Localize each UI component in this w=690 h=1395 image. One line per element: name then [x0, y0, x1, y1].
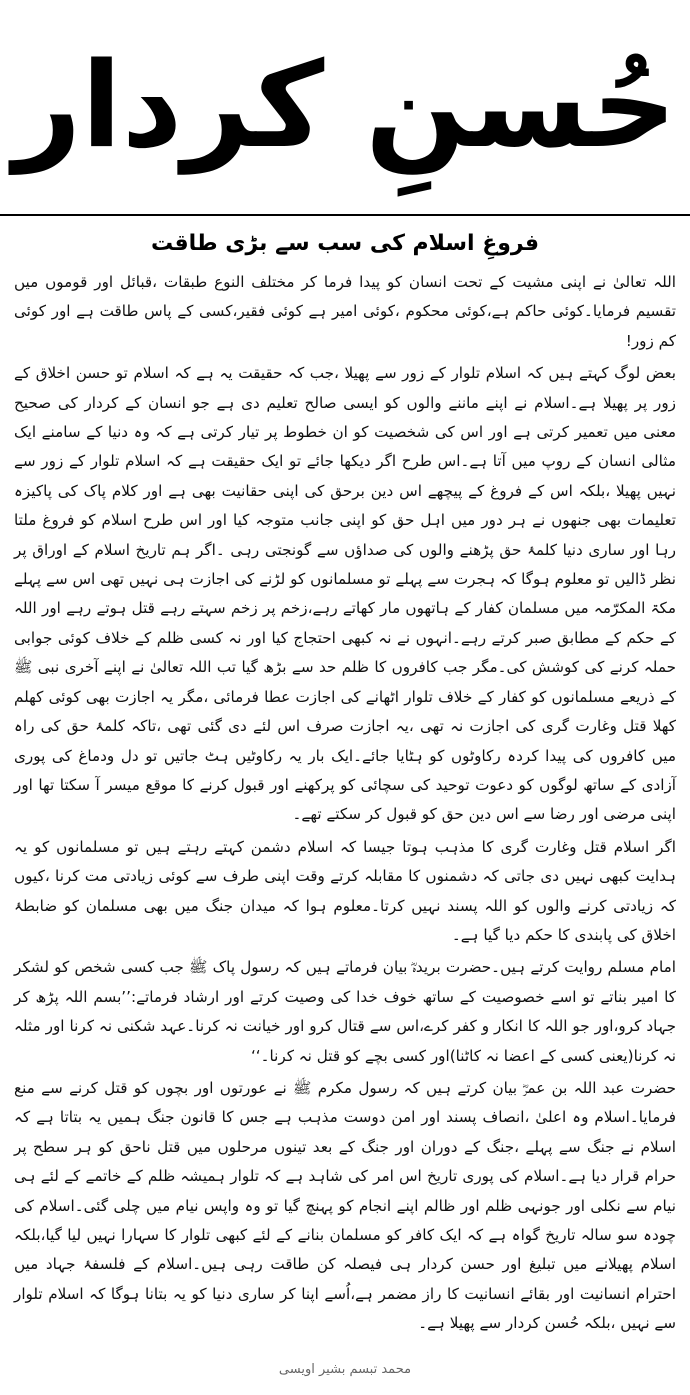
- article-title: حُسنِ کردار: [13, 36, 677, 174]
- paragraph-3: اگر اسلام قتل وغارت گری کا مذہب ہوتا جیسا کہ اسلام دشمن کہتے رہتے ہیں تو مسلمانوں کو یہ ہدایت کبھی نہیں دی جاتی کہ دشمنوں کا مقابلہ کرتے وقت اپنی طرف سے کوئی زیادتی مت کرنا ،کیوں کہ زیادتی کرنے والوں کو اللہ پسند نہیں کرتا۔معلوم ہوا کہ میدان جنگ میں بھی مسلمان کو ضابطۂ اخلاق کی پابندی کا حکم دیا گیا ہے۔: [14, 837, 676, 944]
- article-subtitle: فروغِ اسلام کی سب سے بڑی طاقت: [150, 231, 540, 256]
- title-divider: [0, 214, 690, 216]
- masthead: [0, 0, 690, 214]
- paragraph-5: حضرت عبد اللہ بن عمرؓ بیان کرتے ہیں کہ رسول مکرم ﷺ نے عورتوں اور بچوں کو قتل کرنے سے منع فرمایا۔اسلام وہ اعلیٰ ،انصاف پسند اور امن دوست مذہب ہے جس کا قانون جنگ ہمیں یہ بتاتا ہے کہ اسلام نے جنگ سے پہلے ،جنگ کے دوران اور جنگ کے بعد تینوں مرحلوں میں قتل ناحق کو ہر سطح پر حرام قرار دیا ہے۔اسلام کی پوری تاریخ اس امر کی شاہد ہے کہ تلوار ہمیشہ ظلم کے خاتمے کے لئے ہی نیام سے نکلی اور جونہی ظلم اور ظالم اپنے انجام کو پہنچ گیا تو وہ واپس نیام میں چلی گئی۔اسلام کی چودہ سو سالہ تاریخ گواہ ہے کہ ایک کافر کو مسلمان بنانے کے لئے کبھی تلوار کا سہارا نہیں لیا گیا،بلکہ اسلام پھیلانے میں تبلیغ اور حسن کردار ہی فیصلہ کن طاقت رہی ہیں۔اسلام کے فلسفۂ جہاد میں احترام انسانیت اور بقائے انسانیت کا راز مضمر ہے،اُسے اپنا کر ساری دنیا کو یہ بتانا ہوگا کہ اسلام تلوار سے نہیں ،بلکہ حُسن کردار سے پھیلا ہے۔: [14, 1078, 676, 1333]
- article-body: [14, 268, 676, 1342]
- paragraph-1: اللہ تعالیٰ نے اپنی مشیت کے تحت انسان کو پیدا فرما کر مختلف النوع طبقات ،قبائل اور قوموں میں تقسیم فرمایا۔کوئی حاکم ہے،کوئی محکوم ،کوئی امیر ہے کوئی فقیر،کسی کے پاس طاقت ہے اور کوئی کم زور!: [14, 273, 676, 350]
- author-byline: محمد تبسم بشیر اویسی: [278, 1362, 412, 1377]
- paragraph-2: بعض لوگ کہتے ہیں کہ اسلام تلوار کے زور سے پھیلا ،جب کہ حقیقت یہ ہے کہ اسلام تو حسن اخلاق کے زور پر پھیلا ہے۔اسلام نے اپنے ماننے والوں کو ایسی صالح تعلیم دی ہے جو انسان کے کردار کی صحیح معنی میں تعمیر کرتی ہے اور اس کی شخصیت کو ان خطوط پر تیار کرتی ہے کہ وہ دنیا کے سامنے ایک مثالی انسان کے روپ میں آتا ہے۔اس طرح اگر دیکھا جائے تو ایک حقیقت ہے کہ اسلام تلوار کے زور سے نہیں پھیلا ،بلکہ اس کے فروغ کے پیچھے اس دین برحق کی اپنی حقانیت بھی ہے اور کلام پاک کی پاکیزہ تعلیمات بھی جنھوں نے ہر دور میں اہل حق کو اپنی جانب متوجہ کیا اور اس طرح اسلام کو فروغ ملتا رہا اور ساری دنیا کلمۂ حق پڑھنے والوں کی صداؤں سے گونجتی رہی ۔اگر ہم تاریخ اسلام کے اوراق پر نظر ڈالیں تو معلوم ہوگا کہ ہجرت سے پہلے تو مسلمانوں کو لڑنے کی اجازت ہی نہیں تھی اس سے پہلے مکۃ المکرّمہ میں مسلمان کفار کے ہاتھوں مار کھاتے رہے،زخم پر زخم سہتے رہے قتل ہوتے رہے اور اللہ کے حکم کے مطابق صبر کرتے رہے۔انہوں نے نہ کبھی احتجاج کیا اور نہ کسی ظلم کے خلاف کوئی جوابی حملہ کرنے کی کوشش کی۔مگر جب کافروں کا ظلم حد سے بڑھ گیا تب اللہ تعالیٰ نے اپنے آخری نبی ﷺ کے ذریعے مسلمانوں کو کفار کے خلاف تلوار اٹھانے کی اجازت عطا فرمائی ،مگر یہ اجازت بھی کوئی کھلم کھلا قتل وغارت گری کی اجازت نہ تھی ،یہ اجازت صرف اس لئے دی گئی تھی ،تاکہ کلمۂ حق کی راہ میں کافروں کی پیدا کردہ رکاوٹوں کو ہٹایا جائے۔ایک بار یہ رکاوٹیں ہٹ جاتیں تو دل ودماغ کی پوری آزادی کے ساتھ لوگوں کو دعوت توحید کی سچائی کو پرکھنے اور قبول کرنے کا موقع میسر آ سکتا تھا اور اپنی مرضی اور رضا سے اس دین حق کو قبول کر سکتے تھے۔: [14, 364, 676, 824]
- paragraph-4: امام مسلم روایت کرتے ہیں۔حضرت بریدہؓ بیان فرماتے ہیں کہ رسول پاک ﷺ جب کسی شخص کو لشکر کا امیر بناتے تو اسے خصوصیت کے ساتھ خوف خدا کی وصیت کرتے اور ارشاد فرماتے:’’بسم اللہ پڑھ کر جہاد کرو،اور جو اللہ کا انکار و کفر کرے،اس سے قتال کرو اور خیانت نہ کرنا۔عہد شکنی نہ کرنا اور مثلہ نہ کرنا(یعنی کسی کے اعضا نہ کاٹنا)اور کسی بچے کو قتل نہ کرنا۔‘‘: [14, 958, 676, 1065]
